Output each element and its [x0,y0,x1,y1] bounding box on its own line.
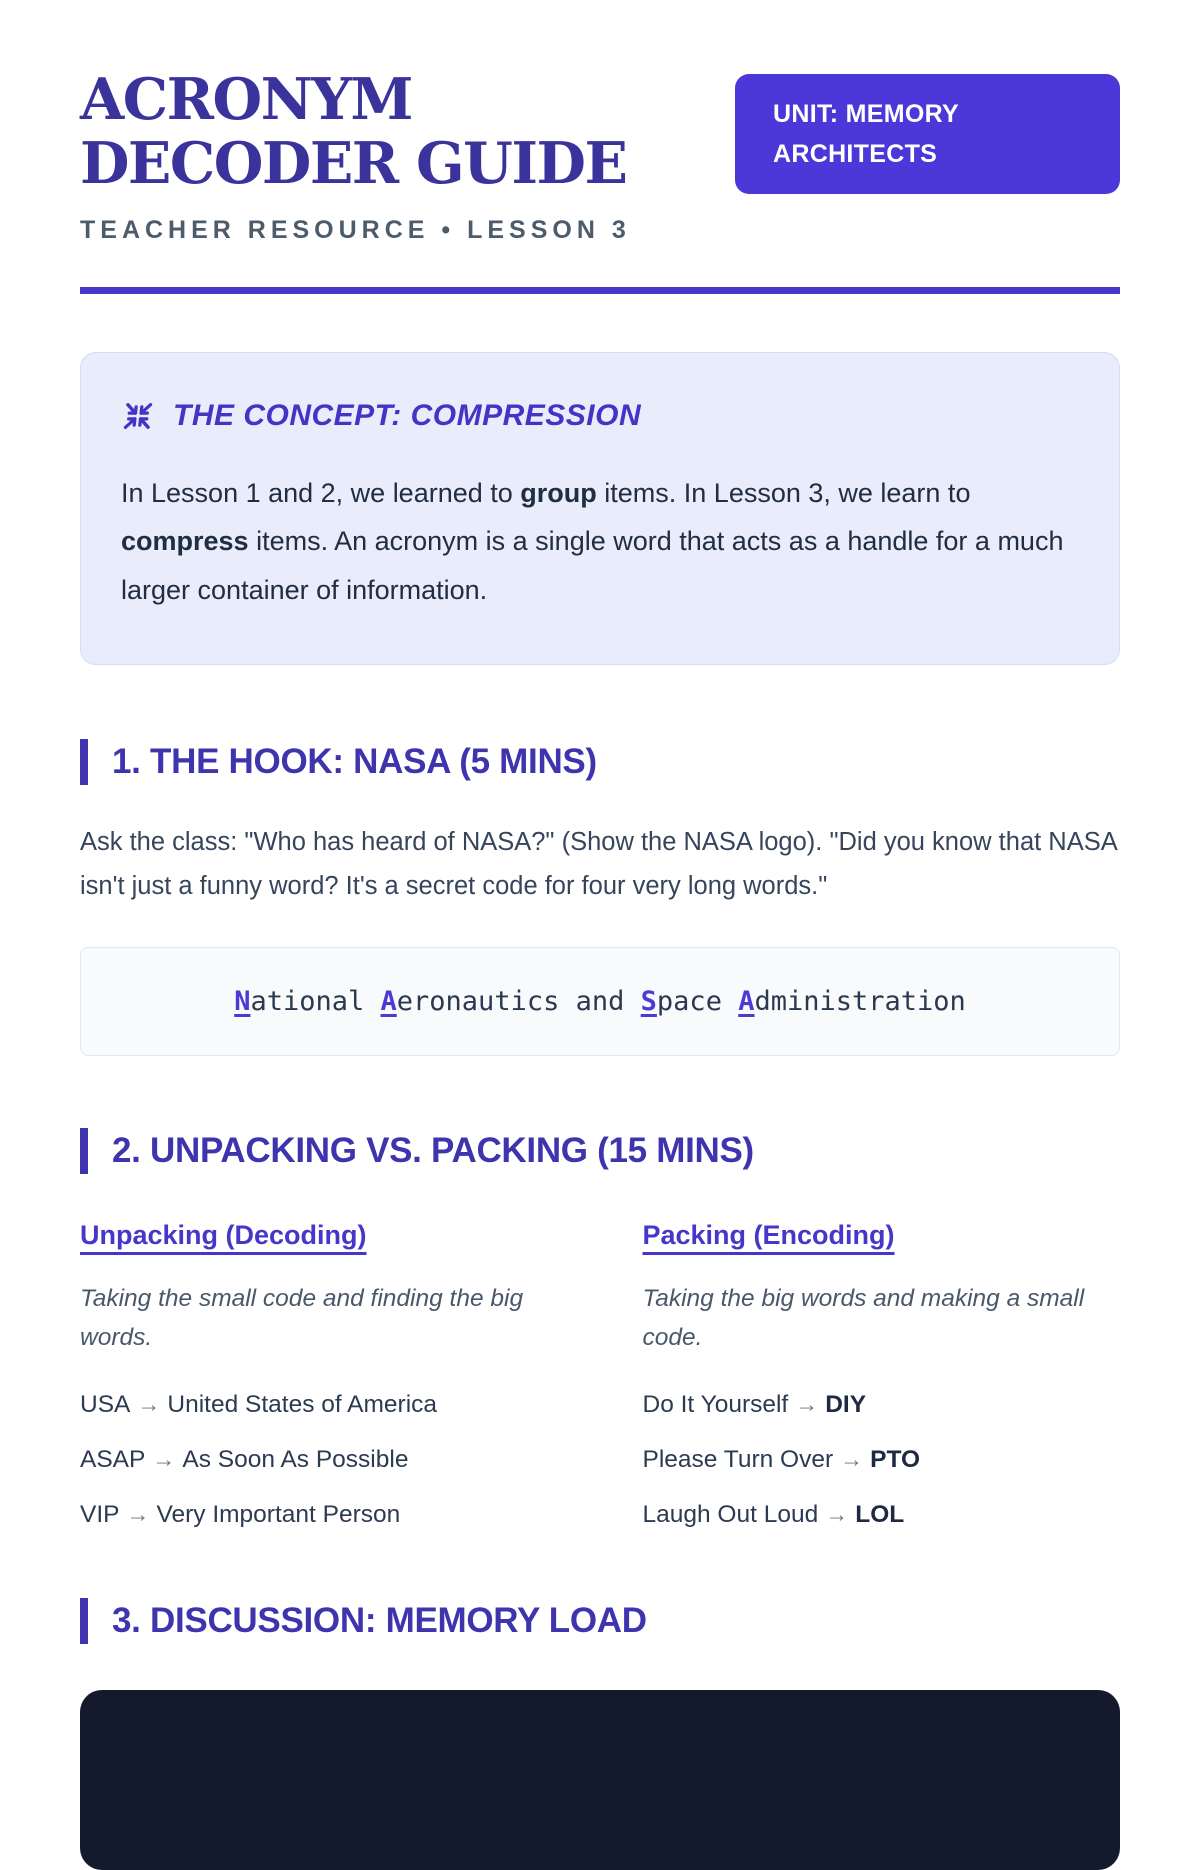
section-accent-bar [80,1128,88,1174]
acronym-code: ASAP [80,1445,146,1473]
arrow-icon: → [152,1445,176,1472]
concept-paragraph [121,469,1079,615]
nasa-initial: S [640,986,657,1018]
packing-description: Taking the big words and making a small code. [642,1285,1085,1352]
list-item [80,1443,558,1477]
section-2-title: 2. UNPACKING VS. PACKING (15 MINS) [112,1131,754,1171]
page-title: ACRONYM DECODER GUIDE [80,66,627,197]
nasa-initial: N [234,986,251,1018]
title-block [80,68,695,196]
acronym-expansion: As Soon As Possible [182,1445,409,1473]
arrow-icon: → [126,1501,150,1528]
concept-bold-group: group [520,477,597,508]
header-divider [80,287,1120,294]
nasa-expansion-box [80,947,1120,1056]
nasa-initial: A [380,986,397,1018]
concept-text-1: In Lesson 1 and 2, we learned to [121,477,521,508]
nasa-word [738,986,966,1017]
section-1-title: 1. THE HOOK: NASA (5 MINS) [112,742,597,782]
unpacking-column [80,1220,558,1532]
arrow-icon: → [137,1390,161,1417]
packing-title: Packing (Encoding) [642,1220,895,1251]
unit-badge: UNIT: MEMORY ARCHITECTS [735,74,1120,194]
acronym-code: USA [80,1390,131,1418]
acronym-expansion: Very Important Person [156,1501,401,1529]
concept-heading: THE CONCEPT: COMPRESSION [173,398,642,432]
nasa-word-rest: dministration [754,986,966,1018]
nasa-word-rest: ational [250,986,365,1018]
concept-text-3: items. An acronym is a single word that acts as a handle for a much larger container of information. [121,526,1064,605]
list-item [643,1443,1121,1477]
concept-text-2: items. In Lesson 3, we learn to [596,477,971,508]
discussion-panel [80,1690,1120,1870]
arrow-icon: → [795,1390,819,1417]
list-item [80,1498,558,1532]
nasa-word-rest: eronautics [396,986,560,1018]
phrase: Laugh Out Loud [642,1501,819,1529]
acronym-code: LOL [855,1501,905,1529]
section-3-heading-row [80,1598,1120,1644]
subtitle: TEACHER RESOURCE • LESSON 3 [80,215,631,244]
section-1-heading-row [80,739,1120,785]
unpacking-title: Unpacking (Decoding) [80,1220,367,1251]
acronym-code: DIY [825,1390,867,1418]
two-column-comparison [80,1220,1120,1532]
section-accent-bar [80,1598,88,1644]
nasa-word-rest: pace [656,986,722,1018]
compress-icon [119,399,157,433]
phrase: Please Turn Over [642,1445,834,1473]
packing-column [643,1220,1121,1532]
concept-bold-compress: compress [121,526,249,557]
arrow-icon: → [840,1445,864,1472]
phrase: Do It Yourself [642,1390,789,1418]
concept-heading-row [121,399,1079,433]
section-3-title: 3. DISCUSSION: MEMORY LOAD [112,1601,647,1641]
unpacking-description: Taking the small code and finding the big words. [80,1285,524,1352]
acronym-code: VIP [80,1501,120,1529]
nasa-word [641,986,722,1017]
list-item [643,1498,1121,1532]
unpacking-list [80,1388,558,1533]
acronym-code: PTO [870,1445,921,1473]
list-item [80,1388,558,1422]
section-2-heading-row [80,1128,1120,1174]
acronym-expansion: United States of America [167,1390,438,1418]
nasa-initial: A [738,986,755,1018]
section-1-paragraph: Ask the class: "Who has heard of NASA?" (Show the NASA logo). "Did you know that NASA isn't just a funny word? It's a secret code for four very long words." [80,828,1117,901]
nasa-word [234,986,364,1017]
nasa-word [381,986,560,1017]
nasa-word-and: and [575,986,625,1018]
section-accent-bar [80,739,88,785]
arrow-icon: → [825,1501,849,1528]
list-item [643,1388,1121,1422]
packing-list [643,1388,1121,1533]
header [80,68,1120,196]
concept-callout [80,352,1120,666]
